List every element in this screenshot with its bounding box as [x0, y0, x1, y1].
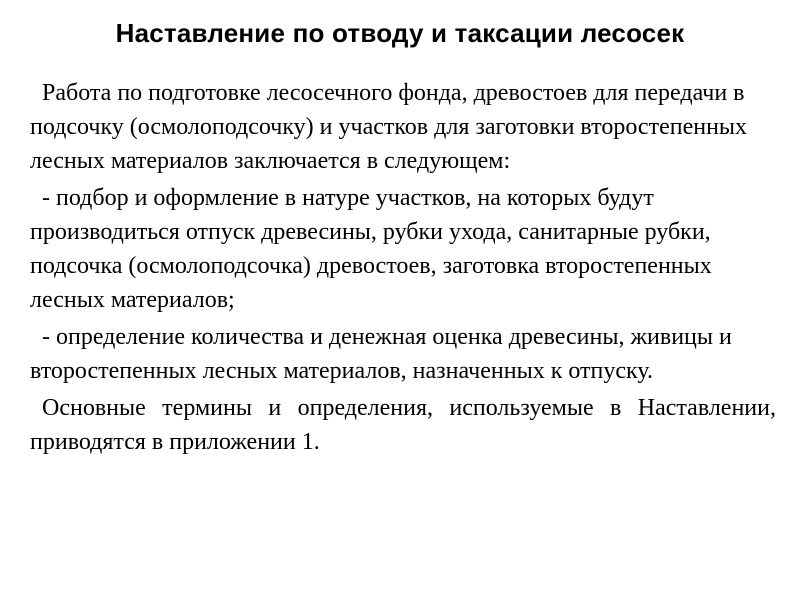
paragraph-item-selection: - подбор и оформление в натуре участков, на которых будут производиться отпуск древесины, рубки ухода, санитарные рубки, подсочка (осмолоподсочка) древостоев, заготовка второстепенных лесных материалов; — [30, 185, 712, 313]
paragraph-terms: Основные термины и определения, используемые в Наставлении, приводятся в приложении 1. — [30, 395, 776, 455]
paragraph-intro: Работа по подготовке лесосечного фонда, древостоев для передачи в подсочку (осмолоподсочку) и участков для заготовки второстепенных лесных материалов заключается в следующем: — [30, 80, 748, 174]
slide-title: Наставление по отводу и таксации лесосек — [115, 18, 685, 48]
paragraph-item-valuation: - определение количества и денежная оценка древесины, живицы и второстепенных лесных материалов, назначенных к отпуску. — [30, 324, 732, 384]
slide-body — [30, 76, 776, 462]
